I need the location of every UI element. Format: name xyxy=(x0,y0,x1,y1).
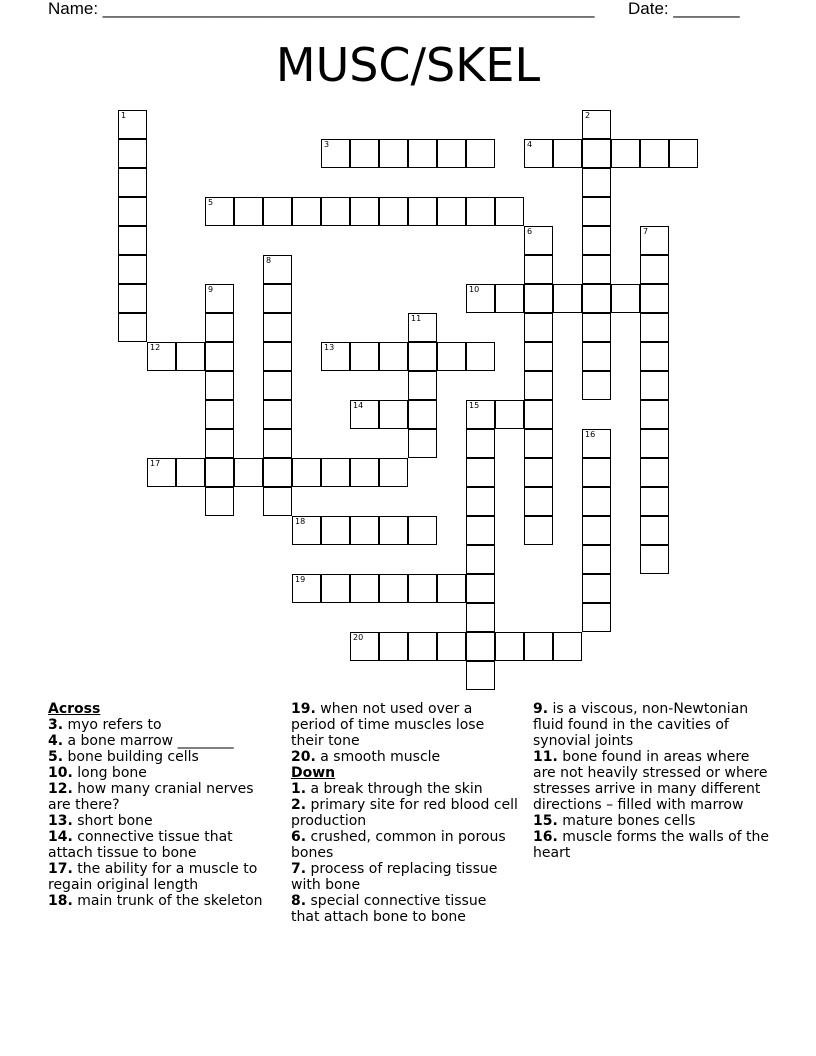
clue-number: 12 xyxy=(150,343,161,352)
clue-text: bone found in areas where are not heavily stressed or where stresses arrive in many different directions – filled with marrow xyxy=(533,749,768,813)
clue-number: 7. xyxy=(291,861,307,877)
grid-cell[interactable] xyxy=(640,545,669,574)
clue xyxy=(291,893,519,925)
grid-cell[interactable] xyxy=(640,487,669,516)
clue-text: special connective tissue that attach bone to bone xyxy=(291,893,487,925)
grid-cell[interactable] xyxy=(292,574,321,603)
grid-cell[interactable] xyxy=(582,516,611,545)
grid-cell[interactable] xyxy=(292,197,321,226)
grid-cell[interactable] xyxy=(379,139,408,168)
grid-cell[interactable] xyxy=(263,487,292,516)
clue-number: 7 xyxy=(643,227,649,236)
grid-cell[interactable] xyxy=(379,400,408,429)
grid-cell[interactable] xyxy=(379,574,408,603)
grid-cell[interactable] xyxy=(524,516,553,545)
clue-text: a bone marrow ________ xyxy=(63,733,234,749)
clue-number: 4 xyxy=(527,140,533,149)
grid-cell[interactable] xyxy=(263,284,292,313)
clue-number: 1. xyxy=(291,781,307,797)
clue-text: when not used over a period of time muscles lose their tone xyxy=(291,701,485,749)
clue xyxy=(533,701,769,749)
grid-cell[interactable] xyxy=(176,458,205,487)
grid-cell[interactable] xyxy=(611,139,640,168)
grid-cell[interactable] xyxy=(640,429,669,458)
grid-cell[interactable] xyxy=(524,487,553,516)
grid-cell[interactable] xyxy=(524,139,553,168)
grid-cell[interactable] xyxy=(437,197,466,226)
grid-cell[interactable] xyxy=(640,284,669,313)
clue-text: short bone xyxy=(72,813,153,829)
grid-cell[interactable] xyxy=(437,342,466,371)
grid-cell[interactable] xyxy=(350,342,379,371)
grid-cell[interactable] xyxy=(292,458,321,487)
clue-text: a smooth muscle xyxy=(315,749,441,765)
clue-number: 8 xyxy=(266,256,272,265)
grid-cell[interactable] xyxy=(321,342,350,371)
grid-cell[interactable] xyxy=(553,284,582,313)
date-field[interactable]: Date: _______ xyxy=(628,0,740,18)
clue-number: 3 xyxy=(324,140,330,149)
clue xyxy=(291,797,519,829)
grid-cell[interactable] xyxy=(118,139,147,168)
grid-cell[interactable] xyxy=(466,458,495,487)
clue xyxy=(533,829,769,861)
grid-cell[interactable] xyxy=(553,632,582,661)
clue xyxy=(291,701,519,749)
grid-cell[interactable] xyxy=(379,342,408,371)
clue-number: 14 xyxy=(353,401,364,410)
clue xyxy=(533,749,769,813)
clue xyxy=(48,717,280,733)
clue xyxy=(48,733,280,749)
grid-cell[interactable] xyxy=(582,139,611,168)
grid-cell[interactable] xyxy=(263,458,292,487)
grid-cell[interactable] xyxy=(466,139,495,168)
grid-cell[interactable] xyxy=(350,632,379,661)
clues-column-3 xyxy=(533,701,769,861)
grid-cell[interactable] xyxy=(379,516,408,545)
grid-cell[interactable] xyxy=(118,110,147,139)
grid-cell[interactable] xyxy=(321,139,350,168)
grid-cell[interactable] xyxy=(524,632,553,661)
clue xyxy=(291,749,519,765)
grid-cell[interactable] xyxy=(466,574,495,603)
clue-text: the ability for a muscle to regain original length xyxy=(48,861,258,893)
grid-cell[interactable] xyxy=(640,226,669,255)
grid-cell[interactable] xyxy=(408,342,437,371)
clue-number: 15 xyxy=(469,401,480,410)
clue-number: 5 xyxy=(208,198,214,207)
grid-cell[interactable] xyxy=(263,255,292,284)
grid-cell[interactable] xyxy=(263,371,292,400)
clue-text: myo refers to xyxy=(63,717,162,733)
grid-cell[interactable] xyxy=(379,632,408,661)
clue xyxy=(48,861,280,893)
grid-cell[interactable] xyxy=(263,313,292,342)
grid-cell[interactable] xyxy=(640,400,669,429)
clue xyxy=(48,813,280,829)
clue xyxy=(48,781,280,813)
grid-cell[interactable] xyxy=(321,516,350,545)
grid-cell[interactable] xyxy=(408,574,437,603)
grid-cell[interactable] xyxy=(524,226,553,255)
grid-cell[interactable] xyxy=(466,487,495,516)
clue-text: how many cranial nerves are there? xyxy=(48,781,254,813)
grid-cell[interactable] xyxy=(379,458,408,487)
grid-cell[interactable] xyxy=(263,197,292,226)
grid-cell[interactable] xyxy=(118,284,147,313)
clue-text: long bone xyxy=(72,765,147,781)
grid-cell[interactable] xyxy=(292,516,321,545)
grid-cell[interactable] xyxy=(582,255,611,284)
grid-cell[interactable] xyxy=(582,226,611,255)
grid-cell[interactable] xyxy=(524,313,553,342)
grid-cell[interactable] xyxy=(582,110,611,139)
clue-number: 10 xyxy=(469,285,480,294)
clue-text: crushed, common in porous bones xyxy=(291,829,506,861)
grid-cell[interactable] xyxy=(466,516,495,545)
clue-number: 11. xyxy=(533,749,558,765)
grid-cell[interactable] xyxy=(408,429,437,458)
grid-cell[interactable] xyxy=(176,342,205,371)
clue-number: 13. xyxy=(48,813,73,829)
grid-cell[interactable] xyxy=(495,400,524,429)
clue-number: 1 xyxy=(121,111,127,120)
clue-text: primary site for red blood cell production xyxy=(291,797,518,829)
grid-cell[interactable] xyxy=(640,371,669,400)
clue xyxy=(48,749,280,765)
grid-cell[interactable] xyxy=(437,632,466,661)
grid-cell[interactable] xyxy=(524,255,553,284)
grid-cell[interactable] xyxy=(205,458,234,487)
grid-cell[interactable] xyxy=(350,516,379,545)
grid-cell[interactable] xyxy=(408,197,437,226)
grid-cell[interactable] xyxy=(350,574,379,603)
grid-cell[interactable] xyxy=(524,284,553,313)
clue-text: a break through the skin xyxy=(306,781,483,797)
grid-cell[interactable] xyxy=(205,313,234,342)
grid-cell[interactable] xyxy=(205,371,234,400)
grid-cell[interactable] xyxy=(205,400,234,429)
across-heading: Across xyxy=(48,701,101,717)
grid-cell[interactable] xyxy=(437,139,466,168)
grid-cell[interactable] xyxy=(640,458,669,487)
grid-cell[interactable] xyxy=(408,400,437,429)
clue-text: process of replacing tissue with bone xyxy=(291,861,498,893)
clue-number: 8. xyxy=(291,893,307,909)
grid-cell[interactable] xyxy=(466,603,495,632)
grid-cell[interactable] xyxy=(147,458,176,487)
clue-number: 10. xyxy=(48,765,73,781)
grid-cell[interactable] xyxy=(495,197,524,226)
clue xyxy=(48,829,280,861)
grid-cell[interactable] xyxy=(524,400,553,429)
clue-number: 16. xyxy=(533,829,558,845)
grid-cell[interactable] xyxy=(466,632,495,661)
grid-cell[interactable] xyxy=(582,603,611,632)
down-heading: Down xyxy=(291,765,336,781)
grid-cell[interactable] xyxy=(466,342,495,371)
grid-cell[interactable] xyxy=(118,255,147,284)
grid-cell[interactable] xyxy=(321,458,350,487)
grid-cell[interactable] xyxy=(466,429,495,458)
clue-number: 18. xyxy=(48,893,73,909)
grid-cell[interactable] xyxy=(263,342,292,371)
grid-cell[interactable] xyxy=(205,197,234,226)
grid-cell[interactable] xyxy=(524,458,553,487)
grid-cell[interactable] xyxy=(582,458,611,487)
grid-cell[interactable] xyxy=(205,284,234,313)
clue-number: 18 xyxy=(295,517,306,526)
grid-cell[interactable] xyxy=(379,197,408,226)
grid-cell[interactable] xyxy=(350,139,379,168)
grid-cell[interactable] xyxy=(408,632,437,661)
clue-number: 12. xyxy=(48,781,73,797)
clue-number: 9. xyxy=(533,701,549,717)
clue-number: 4. xyxy=(48,733,64,749)
clues-column-1 xyxy=(48,701,280,909)
grid-cell[interactable] xyxy=(350,400,379,429)
clue-text: connective tissue that attach tissue to bone xyxy=(48,829,233,861)
grid-cell[interactable] xyxy=(321,197,350,226)
clue-number: 15. xyxy=(533,813,558,829)
grid-cell[interactable] xyxy=(640,516,669,545)
grid-cell[interactable] xyxy=(205,429,234,458)
clue xyxy=(291,861,519,893)
clue xyxy=(533,813,769,829)
clue-number: 20. xyxy=(291,749,316,765)
clue-number: 13 xyxy=(324,343,335,352)
grid-cell[interactable] xyxy=(582,487,611,516)
grid-cell[interactable] xyxy=(582,429,611,458)
grid-cell[interactable] xyxy=(582,574,611,603)
grid-cell[interactable] xyxy=(408,516,437,545)
grid-cell[interactable] xyxy=(118,226,147,255)
grid-cell[interactable] xyxy=(640,313,669,342)
grid-cell[interactable] xyxy=(147,342,176,371)
grid-cell[interactable] xyxy=(582,371,611,400)
clue xyxy=(48,765,280,781)
clue-number: 16 xyxy=(585,430,596,439)
grid-cell[interactable] xyxy=(205,342,234,371)
grid-cell[interactable] xyxy=(582,168,611,197)
grid-cell[interactable] xyxy=(118,168,147,197)
grid-cell[interactable] xyxy=(118,197,147,226)
grid-cell[interactable] xyxy=(640,139,669,168)
clues-column-2 xyxy=(291,701,519,925)
clue-number: 6. xyxy=(291,829,307,845)
grid-cell[interactable] xyxy=(611,284,640,313)
name-field[interactable]: Name: ____________________________________________________ xyxy=(48,0,595,18)
clue-text: muscle forms the walls of the heart xyxy=(533,829,770,861)
clue-number: 14. xyxy=(48,829,73,845)
grid-cell[interactable] xyxy=(582,197,611,226)
grid-cell[interactable] xyxy=(437,574,466,603)
clue-number: 19 xyxy=(295,575,306,584)
grid-cell[interactable] xyxy=(495,284,524,313)
clue-text: main trunk of the skeleton xyxy=(72,893,263,909)
grid-cell[interactable] xyxy=(466,197,495,226)
grid-cell[interactable] xyxy=(466,400,495,429)
clue-number: 3. xyxy=(48,717,64,733)
grid-cell[interactable] xyxy=(263,429,292,458)
grid-cell[interactable] xyxy=(350,458,379,487)
clue-number: 20 xyxy=(353,633,364,642)
grid-cell[interactable] xyxy=(582,313,611,342)
clue-number: 5. xyxy=(48,749,64,765)
grid-cell[interactable] xyxy=(234,458,263,487)
clue-text: is a viscous, non-Newtonian fluid found in the cavities of synovial joints xyxy=(533,701,749,749)
clue-number: 2. xyxy=(291,797,307,813)
grid-cell[interactable] xyxy=(408,139,437,168)
grid-cell[interactable] xyxy=(350,197,379,226)
grid-cell[interactable] xyxy=(669,139,698,168)
grid-cell[interactable] xyxy=(466,545,495,574)
grid-cell[interactable] xyxy=(321,574,350,603)
page-title: MUSC/SKEL xyxy=(275,38,541,92)
grid-cell[interactable] xyxy=(234,197,263,226)
clue-number: 2 xyxy=(585,111,591,120)
clue-text: bone building cells xyxy=(63,749,199,765)
clue-number: 19. xyxy=(291,701,316,717)
clue-number: 11 xyxy=(411,314,422,323)
clue xyxy=(291,781,519,797)
grid-cell[interactable] xyxy=(408,371,437,400)
clue-text: mature bones cells xyxy=(557,813,696,829)
grid-cell[interactable] xyxy=(118,313,147,342)
grid-cell[interactable] xyxy=(466,661,495,690)
clue xyxy=(291,829,519,861)
grid-cell[interactable] xyxy=(553,139,582,168)
grid-cell[interactable] xyxy=(582,342,611,371)
clue-number: 17 xyxy=(150,459,161,468)
grid-cell[interactable] xyxy=(582,545,611,574)
grid-cell[interactable] xyxy=(582,284,611,313)
grid-cell[interactable] xyxy=(524,342,553,371)
clue-number: 17. xyxy=(48,861,73,877)
grid-cell[interactable] xyxy=(640,255,669,284)
grid-cell[interactable] xyxy=(408,313,437,342)
grid-cell[interactable] xyxy=(495,632,524,661)
grid-cell[interactable] xyxy=(466,284,495,313)
clue-number: 9 xyxy=(208,285,214,294)
clue xyxy=(48,893,280,909)
grid-cell[interactable] xyxy=(524,371,553,400)
grid-cell[interactable] xyxy=(205,487,234,516)
grid-cell[interactable] xyxy=(263,400,292,429)
grid-cell[interactable] xyxy=(524,429,553,458)
clue-number: 6 xyxy=(527,227,533,236)
grid-cell[interactable] xyxy=(640,342,669,371)
